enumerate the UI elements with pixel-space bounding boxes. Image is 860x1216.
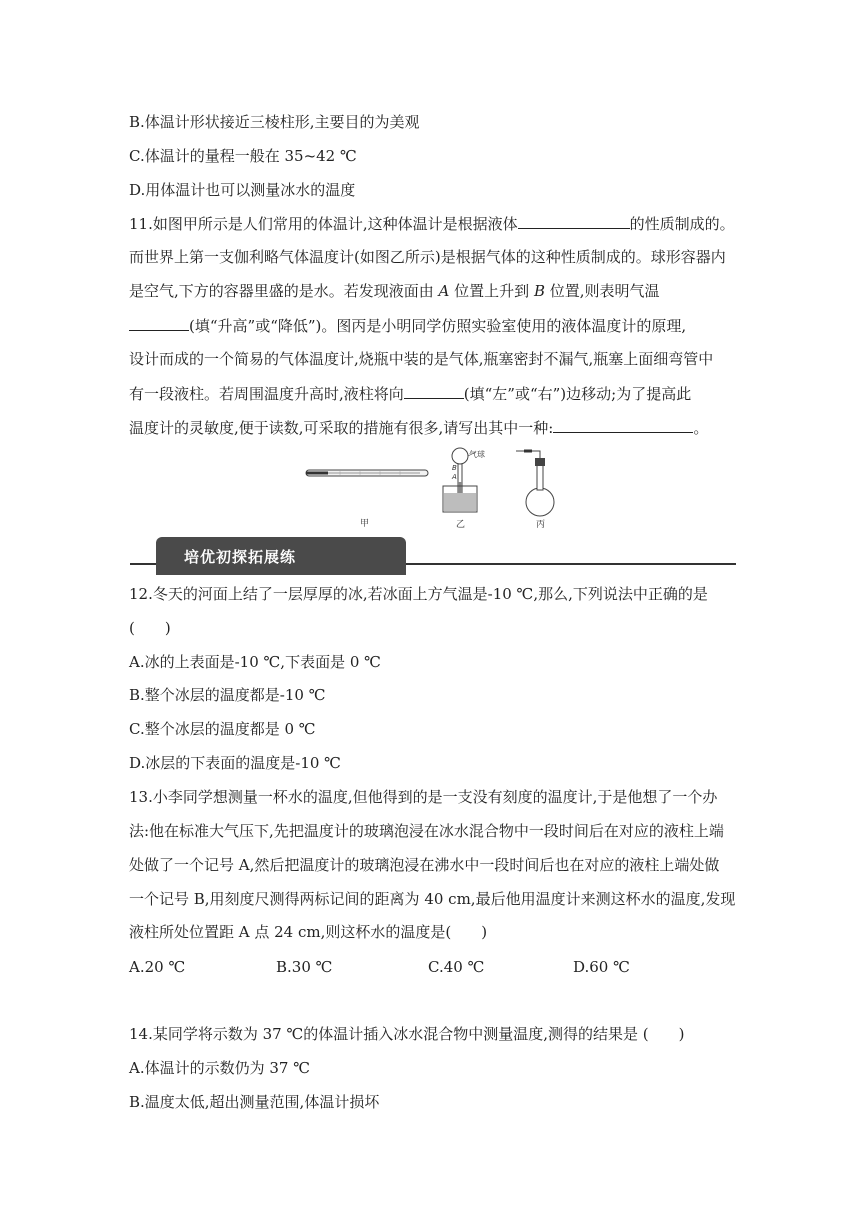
answer-blank	[553, 417, 693, 433]
answer-blank	[518, 213, 630, 229]
q11-text: 有一段液柱。若周围温度升高时,液柱将向	[129, 385, 404, 403]
q12-option-d: D.冰层的下表面的温度是-10 ℃	[129, 754, 341, 772]
clinical-thermometer-icon	[306, 470, 428, 476]
q10-option-d: D.用体温计也可以测量冰水的温度	[129, 181, 356, 199]
q11-text: 。	[693, 419, 709, 437]
q14-option-b: B.温度太低,超出测量范围,体温计损坏	[129, 1093, 380, 1111]
position-a-label: A	[438, 282, 450, 300]
q11-line-2: 而世界上第一支伽利略气体温度计(如图乙所示)是根据气体的这种性质制成的。球形容器内	[129, 248, 726, 266]
section-title: 培优初探拓展练	[184, 548, 297, 566]
q11-line-1	[129, 213, 735, 234]
q10-option-b: B.体温计形状接近三棱柱形,主要目的为美观	[129, 113, 420, 131]
q11-line-4	[129, 315, 686, 336]
q11-line-6	[129, 383, 691, 404]
figure-drawing	[300, 446, 570, 530]
section-header	[130, 549, 736, 577]
q12-option-a: A.冰的上表面是-10 ℃,下表面是 0 ℃	[129, 653, 381, 671]
q13-line-3: 处做了一个记号 A,然后把温度计的玻璃泡浸在沸水中一段时间后也在对应的液柱上端处做	[129, 856, 720, 874]
q14-stem: 14.某同学将示数为 37 ℃的体温计插入冰水混合物中测量温度,测得的结果是 ( )	[129, 1025, 685, 1043]
figure-label-yi: 乙	[456, 520, 466, 530]
q11-text: 是空气,下方的容器里盛的是水。若发现液面由	[129, 282, 439, 300]
q14-option-a: A.体温计的示数仍为 37 ℃	[129, 1059, 311, 1077]
flask-thermometer-icon	[516, 450, 554, 517]
q13-line-4: 一个记号 B,用刻度尺测得两标记间的距离为 40 cm,最后他用温度计来测这杯水的温度,发现	[129, 890, 736, 908]
thermometer-figure	[300, 446, 570, 530]
q11-line-3	[129, 281, 660, 301]
q12-answer-paren: ( )	[129, 619, 171, 637]
figure-label-balloon: 气球	[469, 450, 485, 459]
q13-option-b: B.30 ℃	[276, 958, 333, 976]
q11-text: 的性质制成的。	[629, 215, 735, 233]
answer-blank	[129, 315, 189, 331]
q11-text: 11.如图甲所示是人们常用的体温计,这种体温计是根据液体	[129, 215, 518, 233]
figure-label-a: A	[452, 473, 457, 481]
figure-label-bing: 丙	[536, 520, 546, 530]
q13-option-c: C.40 ℃	[428, 958, 485, 976]
position-b-label: B	[533, 282, 545, 300]
figure-label-b: B	[452, 464, 457, 472]
q11-text: (填“左”或“右”)边移动;为了提高此	[463, 385, 692, 403]
answer-blank	[404, 383, 464, 399]
q12-option-b: B.整个冰层的温度都是-10 ℃	[129, 686, 326, 704]
q11-line-5: 设计而成的一个简易的气体温度计,烧瓶中装的是气体,瓶塞密封不漏气,瓶塞上面细弯管中	[129, 350, 714, 368]
q11-line-7	[129, 417, 708, 438]
q13-line-1: 13.小李同学想测量一杯水的温度,但他得到的是一支没有刻度的温度计,于是他想了一个办	[129, 788, 718, 806]
q13-line-5: 液柱所处位置距 A 点 24 cm,则这杯水的温度是( )	[129, 923, 488, 941]
q11-text: 位置上升到	[449, 282, 534, 300]
q12-option-c: C.整个冰层的温度都是 0 ℃	[129, 720, 316, 738]
q12-stem: 12.冬天的河面上结了一层厚厚的冰,若冰面上方气温是-10 ℃,那么,下列说法中正确的是	[129, 585, 708, 603]
q11-text: (填“升高”或“降低”)。图丙是小明同学仿照实验室使用的液体温度计的原理,	[189, 317, 687, 335]
figure-label-jia: 甲	[360, 519, 370, 529]
q10-option-c: C.体温计的量程一般在 35~42 ℃	[129, 147, 357, 165]
q13-option-d: D.60 ℃	[573, 958, 630, 976]
q11-text: 温度计的灵敏度,便于读数,可采取的措施有很多,请写出其中一种:	[129, 419, 554, 437]
q13-line-2: 法:他在标准大气压下,先把温度计的玻璃泡浸在冰水混合物中一段时间后在对应的液柱上端	[129, 822, 724, 840]
q11-text: 位置,则表明气温	[544, 282, 660, 300]
q13-option-a: A.20 ℃	[129, 958, 186, 976]
